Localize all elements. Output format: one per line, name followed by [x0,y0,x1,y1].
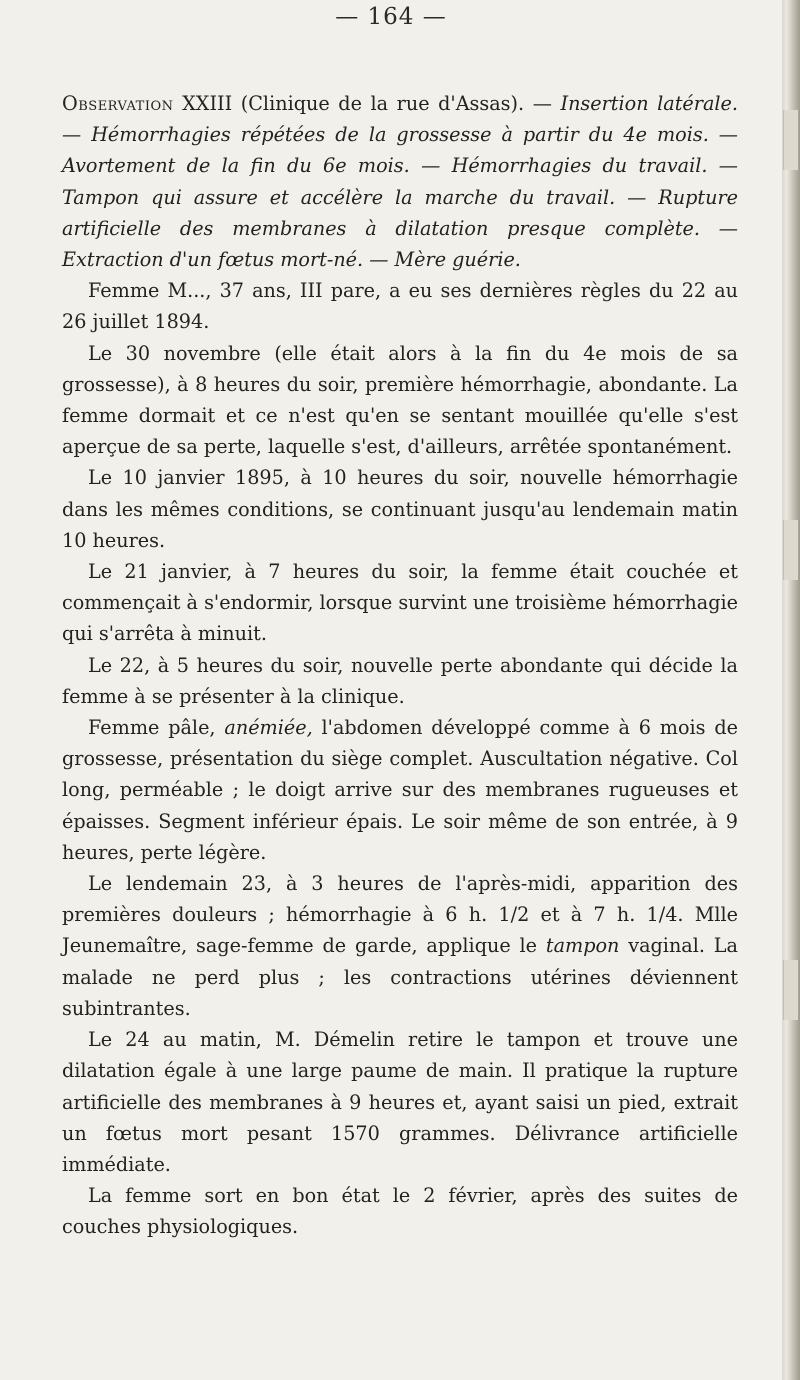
binding-shadow [783,520,798,580]
binding-shadow [783,110,798,170]
observation-header [62,88,738,275]
book-binding-edge [782,0,800,1380]
paragraph-6-italic: anémiée, [224,716,313,740]
observation-title-2: Hémorrhagies répétées de la grossesse à partir du 4e mois. — Avortement de la fin du 6e mois. — Hémorrhagies du travail. — Tampon qui assure et accélère la marche du travail. — Rupture artificielle des membranes à dilatation presque complète. — Extraction d'un fœtus mort-né. — Mère guérie. [62,123,738,272]
binding-shadow [783,960,798,1020]
page-text [62,88,738,1243]
observation-dash: — [62,123,82,147]
paragraph-6 [62,712,738,868]
page-number: — 164 — [335,4,447,30]
observation-number: XXIII (Clinique de la rue d'Assas). — [182,92,552,115]
paragraph-3: Le 10 janvier 1895, à 10 heures du soir, nouvelle hémorrhagie dans les mêmes conditions, se continuant jusqu'au lendemain matin 10 heures. [62,466,738,552]
paragraph-2: Le 30 novembre (elle était alors à la fin du 4e mois de sa grossesse), à 8 heures du soir, première hémorrhagie, abondante. La femme dormait et ce n'est qu'en se sentant mouillée qu'elle s'est aperçue de sa perte, laquelle s'est, d'ailleurs, arrêtée spontanément. [62,341,738,459]
paragraph-4: Le 21 janvier, à 7 heures du soir, la femme était couchée et commençait à s'endormir, lorsque survint une troisième hémorrhagie qui s'arrêta à minuit. [62,560,738,646]
paragraph-6-end: l'abdomen développé comme à 6 mois de grossesse, présentation du siège complet. Auscultation négative. Col long, perméable ; le doigt arrive sur des membranes rugueuses et épaisses. Segment inférieur épais. Le soir même de son entrée, à 9 heures, perte légère. [62,716,739,864]
paragraph-7-italic: tampon [545,934,620,958]
observation-label: Observation [62,92,174,115]
paragraph-7 [62,868,738,1024]
paragraph-7-start: Le lendemain 23, à 3 heures de l'après-midi, apparition des premières douleurs ; hémorrhagie à 6 h. 1/2 et à 7 h. 1/4. Mlle Jeunemaître, sage-femme de garde, applique le [62,872,738,958]
paragraph-6-start: Femme pâle, [88,716,216,740]
paragraph-9: La femme sort en bon état le 2 février, après des suites de couches physiologiques. [62,1184,738,1239]
observation-title-1: Insertion latérale. [560,92,738,115]
paragraph-7-end: vaginal. La malade ne perd plus ; les contractions utérines déviennent subintrantes. [62,934,738,1020]
paragraph-5: Le 22, à 5 heures du soir, nouvelle perte abondante qui décide la femme à se présenter à la clinique. [62,653,738,708]
paragraph-1: Femme M..., 37 ans, III pare, a eu ses dernières règles du 22 au 26 juillet 1894. [62,279,738,334]
paragraph-8: Le 24 au matin, M. Démelin retire le tampon et trouve une dilatation égale à une large paume de main. Il pratique la rupture artificielle des membranes à 9 heures et, ayant saisi un pied, extrait un fœtus mort pesant 1570 grammes. Délivrance artificielle immédiate. [62,1028,738,1176]
